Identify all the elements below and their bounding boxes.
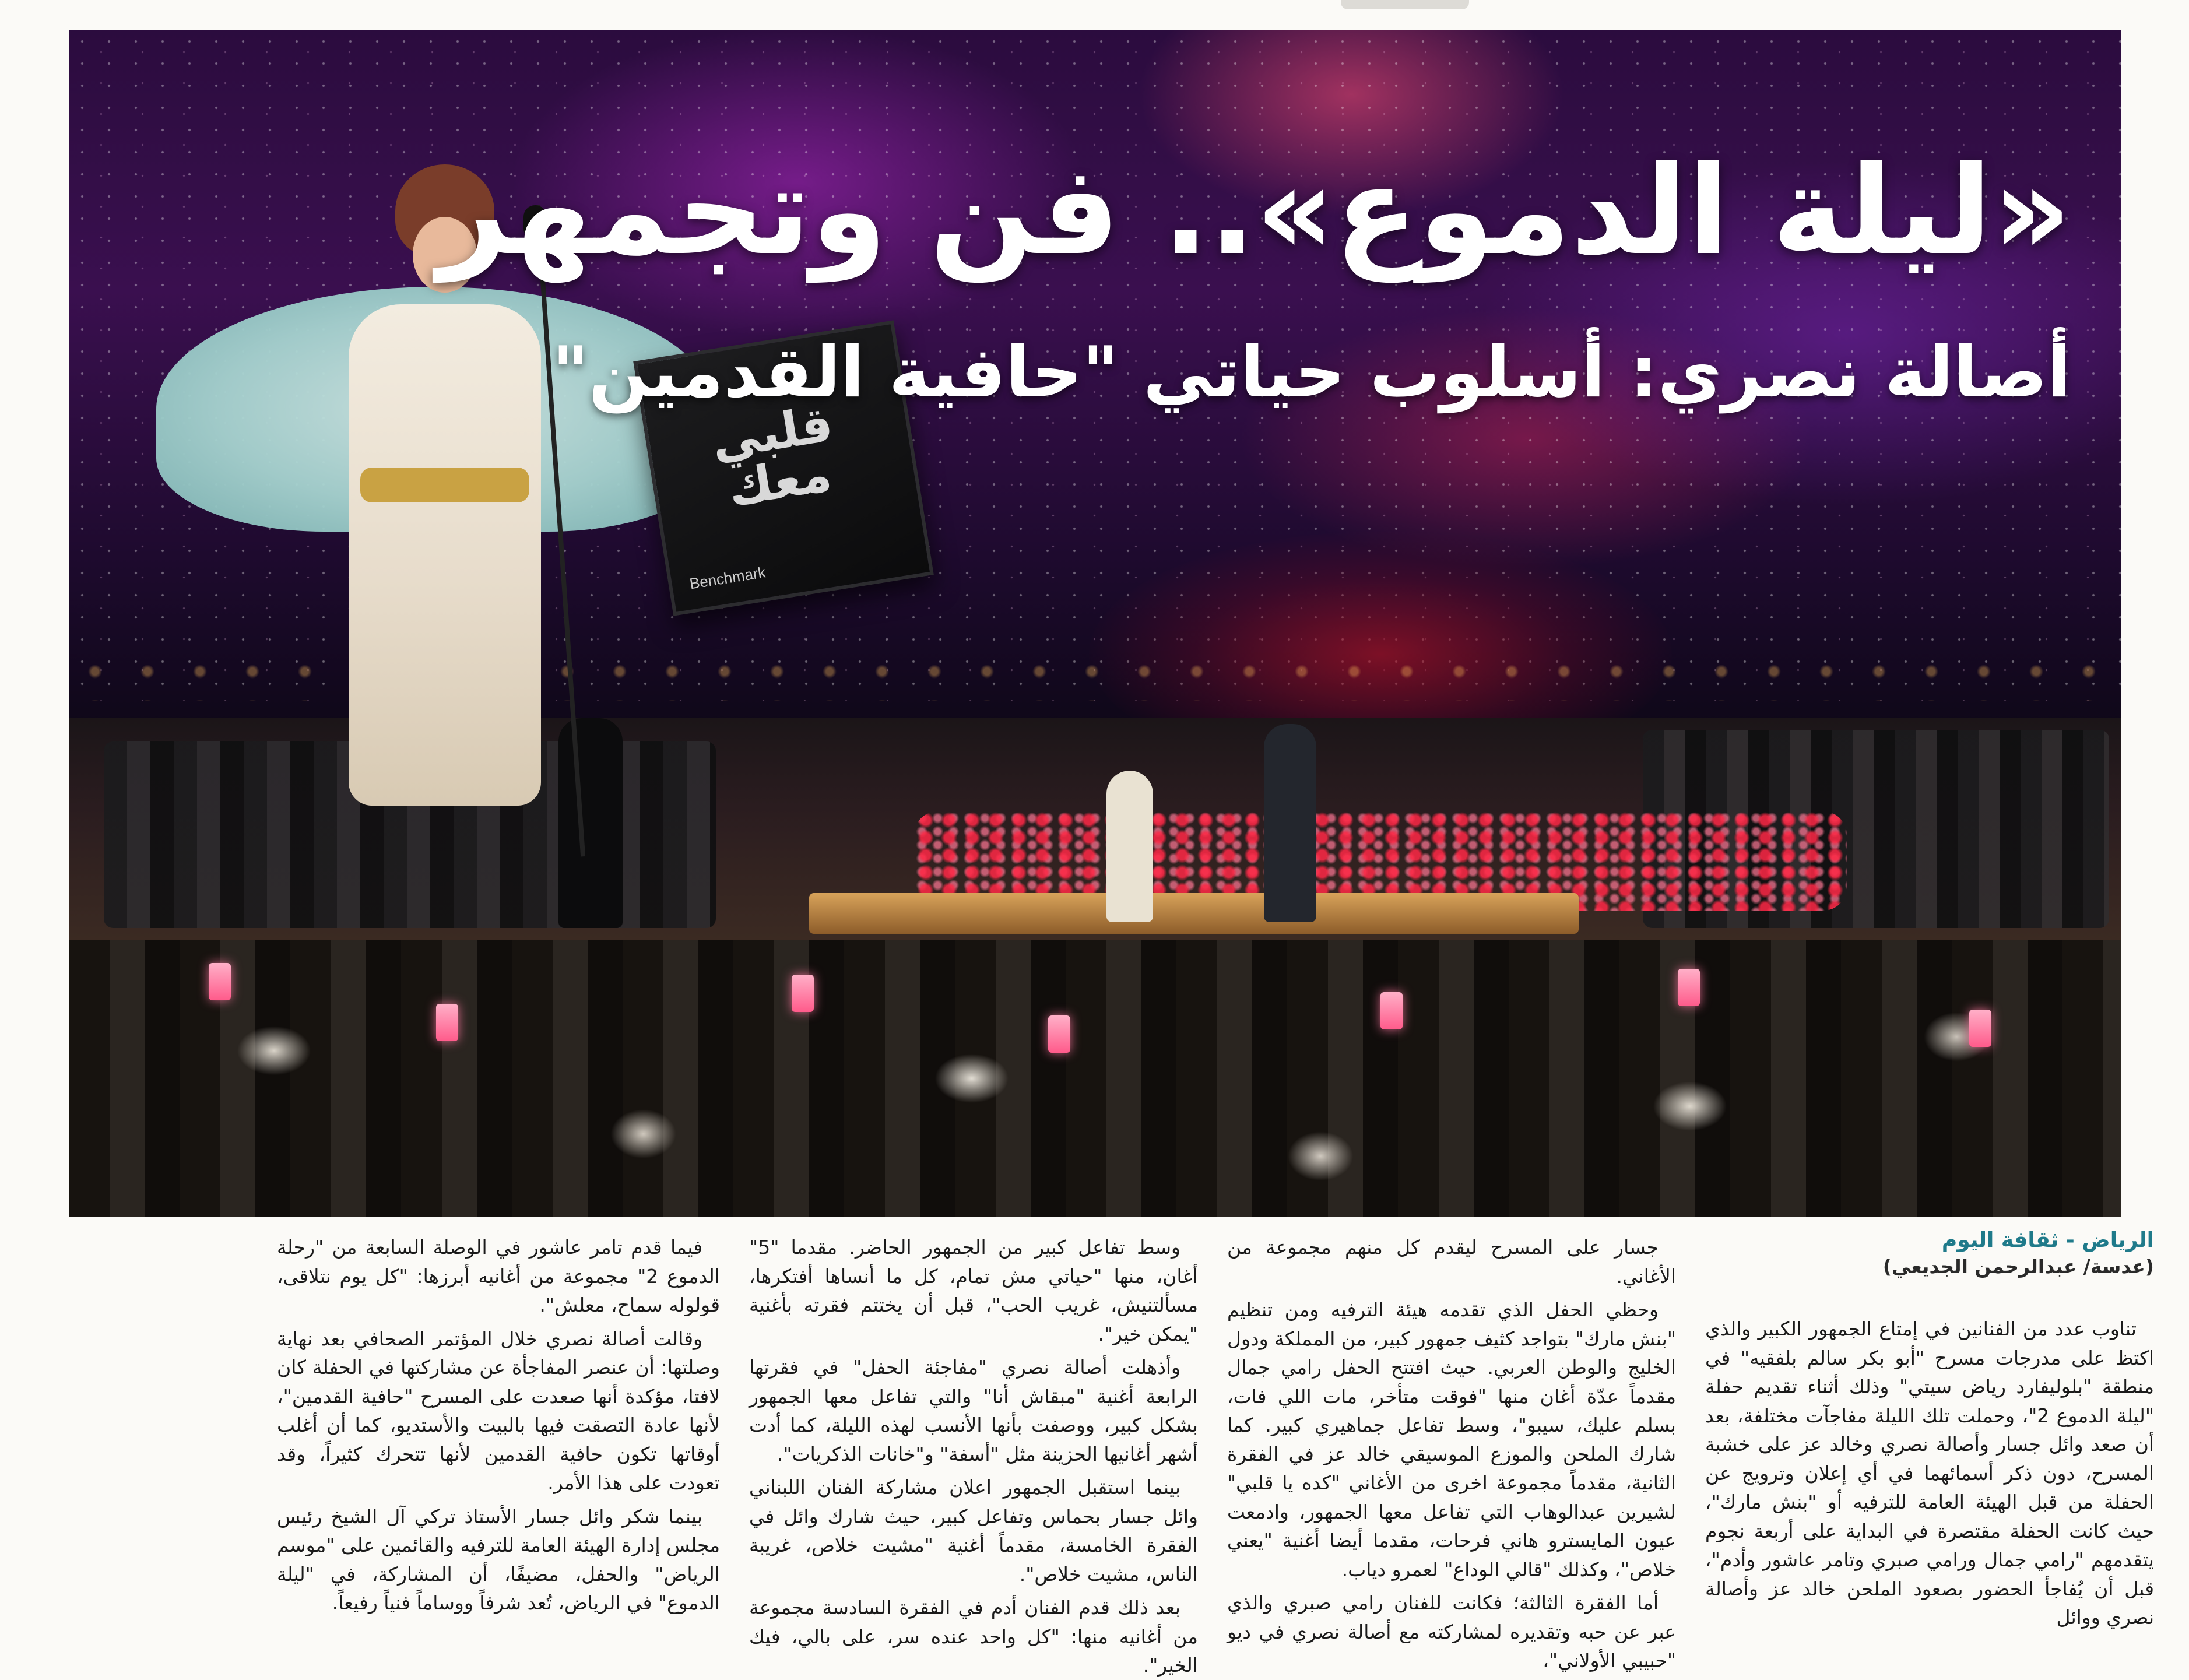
audience-phone-screen [209, 963, 231, 1000]
audience-phone-screen [436, 1004, 458, 1041]
article-paragraph: فيما قدم تامر عاشور في الوصلة السابعة من "رحلة الدموع 2" مجموعة من أغانيه أبرزها: "كل يوم نتلاقى، قولوله سماح، معلش". [277, 1236, 720, 1316]
music-stand-brand: Benchmark [688, 563, 767, 593]
article-paragraph: وأذهلت أصالة نصري "مفاجئة الحفل" في فقرتها الرابعة أغنية "مبقاش أنا" والتي تفاعل معها الجمهور بشكل كبير، ووصفت بأنها الأنسب لهذه الليلة، كما أدت أشهر أغانيها الحزينة مثل "أسفة" و"خانات الذكريات". [749, 1356, 1198, 1465]
article-paragraph: بينما شكر وائل جسار الأستاذ تركي آل الشيخ رئيس مجلس إدارة الهيئة العامة للترفيه والقائمين على "موسم الرياض" والحفل، مضيفًا، أن المشاركة، في "ليلة الدموع" في الرياض، تُعد شرفاً ووساماً فنياً رفيعاً. [277, 1505, 720, 1614]
page-top-strip [0, 0, 2189, 30]
article-column-3 [749, 1233, 1198, 1677]
stage-male-singer-figure [1264, 724, 1316, 922]
section-label: الرياض - ثقافة اليوم [1941, 1228, 2154, 1252]
byline [1711, 1227, 2154, 1280]
article-paragraph: جسار على المسرح ليقدم كل منهم مجموعة من الأغاني. [1227, 1236, 1676, 1288]
audience-phone-screen [1380, 992, 1403, 1029]
music-stand-logo: قلبي معك [707, 395, 837, 518]
audience-phone-screen [792, 975, 814, 1012]
audience-phone-screen [1969, 1010, 1991, 1047]
article-paragraph: أما الفقرة الثالثة؛ فكانت للفنان رامي صبري والذي عبر عن حبه وتقديره لمشاركته مع أصالة نصري في ديو "حبيبي الأولاني"، [1227, 1591, 1676, 1672]
article-column-4 [277, 1233, 720, 1614]
stage-platform [809, 893, 1579, 934]
audience-phone-screen [1678, 969, 1700, 1006]
hero-photo [69, 30, 2121, 1217]
article-column-2 [1227, 1233, 1676, 1672]
decorative-shade [1341, 0, 1469, 9]
article-paragraph: بعد ذلك قدم الفنان أدم في الفقرة السادسة مجموعة من أغانيه منها: "كل واحد عنده سر، على بالي، فيك الخير". [749, 1596, 1198, 1677]
singer-belt [360, 468, 529, 502]
stage-singer-figure [1106, 771, 1153, 922]
article-paragraph: وحظي الحفل الذي تقدمه هيئة الترفيه ومن تنظيم "بنش مارك" بتواجد كثيف جمهور كبير، من المملكة ودول الخليج والوطن العربي. حيث افتتح الحفل رامي جمال مقدماً عدّة أغان منها "فوقت متأخر، مات اللي فات، بسلم عليك، سيبو"، وسط تفاعل جماهيري كبير. كما شارك الملحن والموزع الموسيقي خالد عز في الفقرة الثانية، مقدماً مجموعة اخرى من الأغاني "كده يا قلبي" لشيرين عبدالوهاب التي تفاعل معها الجمهور، وادمعت عيون المايسترو هاني فرحات، مقدما أيضا أغنية "يعني خلاص"، وكذلك "قالي الوداع" لعمرو دياب. [1227, 1298, 1676, 1581]
article-column-1 [1705, 1315, 2154, 1629]
audience [69, 940, 2121, 1217]
photo-credit: (عدسة/ عبدالرحمن الجديعي) [1882, 1254, 2154, 1278]
headline: «ليلة الدموع».. فن وتجمهر [437, 139, 2071, 282]
singer-dress [349, 304, 541, 806]
article-paragraph: وسط تفاعل كبير من الجمهور الحاضر. مقدما "5" أغان، منها "حياتي مش تمام، كل ما أنساها أفتكرها، مسألتنيش، غريب الحب"، قبل أن يختتم فقرته بأغنية "يمكن خير". [749, 1236, 1198, 1345]
subheadline: أصالة نصري: أسلوب حياتي "حافية القدمين" [552, 332, 2071, 413]
audience-phone-screen [1048, 1015, 1070, 1053]
article-paragraph: تناوب عدد من الفنانين في إمتاع الجمهور الكبير والذي اكتظ على مدرجات مسرح "أبو بكر سالم بلفقيه" في منطقة "بلوليفارد رياض سيتي" وذلك أثناء تقديم حفلة "ليلة الدموع 2"، وحملت تلك الليلة مفاجآت مختلفة، بعد أن صعد وائل جسار وأصالة نصري وخالد عز على خشبة المسرح، دون ذكر أسمائهما في أي إعلان وترويج عن الحفلة من قبل الهيئة العامة للترفيه أو "بنش مارك"، حيث كانت الحفلة مقتصرة في البداية على أربعة نجوم يتقدمهم "رامي جمال ورامي صبري وتامر عاشور وأدم"، قبل أن يُفاجأ الحضور بصعود الملحن خالد عز وأصالة نصري ووائل [1705, 1317, 2154, 1629]
article-paragraph: وقالت أصالة نصري خلال المؤتمر الصحافي بعد نهاية وصلتها: أن عنصر المفاجأة عن مشاركتها في الحفلة كان لافتا، مؤكدة أنها صعدت على المسرح "حافية القدمين"، لأنها عادة التصقت فيها بالبيت والأستديو، كما أن أغلب أوقاتها تكون حافية القدمين لأنها تتحرك كثيراً، وقد تعودت على هذا الأمر. [277, 1327, 720, 1494]
article-paragraph: بينما استقبل الجمهور اعلان مشاركة الفنان اللبناني وائل جسار بحماس وتفاعل كبير، حيث شارك وائل في الفقرة الخامسة، مقدماً أغنية "مشيت خلاص، غريبة الناس، مشيت خلاص". [749, 1476, 1198, 1586]
